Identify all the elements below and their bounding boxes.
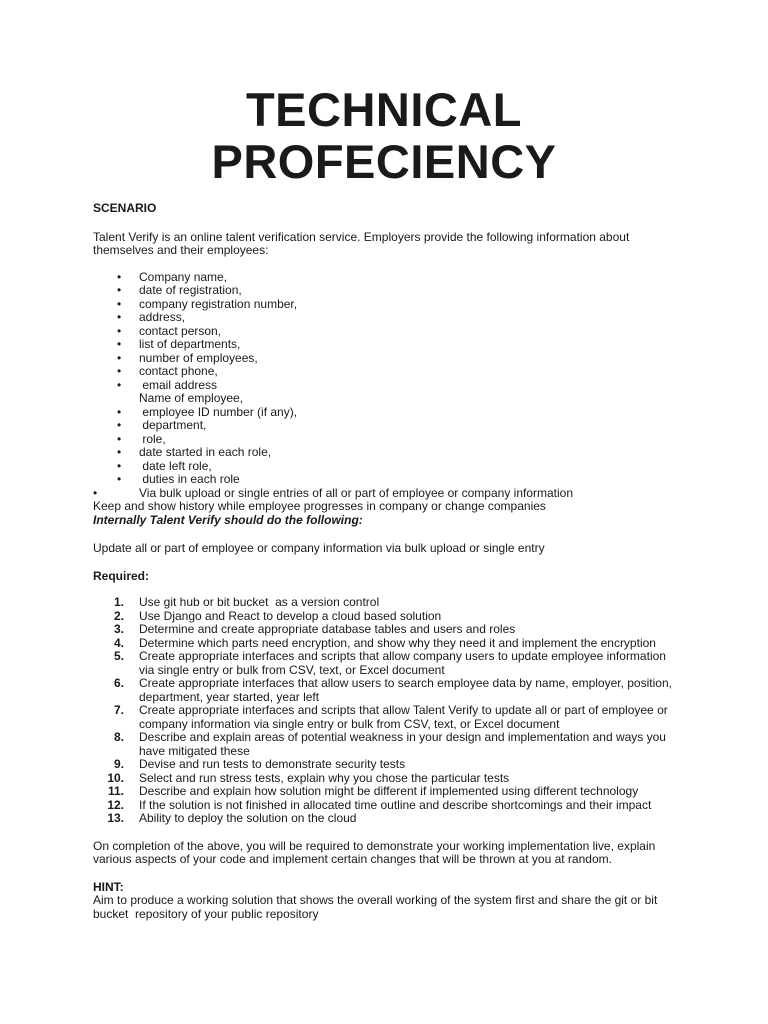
list-item: • email address <box>117 377 218 392</box>
list-item: 1. Use git hub or bit bucket as a version control <box>113 595 380 609</box>
bullet-icon: • <box>117 472 122 486</box>
required-list <box>93 596 683 826</box>
scenario-intro: Talent Verify is an online talent verification service. Employers provide the following information about themselves and their employees: <box>93 229 630 257</box>
history-line: Keep and show history while employee progresses in company or change companies <box>93 499 546 513</box>
list-item: 4. Determine which parts need encryption, and show why they need it and implement the encryption <box>113 635 656 650</box>
list-item: 5. Create appropriate interfaces and scripts that allow company users to update employee information via single entry or bulk from CSV, text, or Excel document <box>113 649 666 677</box>
list-item: 11. Describe and explain how solution might be different if implemented using different technology <box>107 784 639 798</box>
list-item: • address, <box>117 310 186 324</box>
bullet-icon: • <box>117 377 122 392</box>
list-item: Name of employee, <box>139 391 244 405</box>
list-item: • date started in each role, <box>117 445 272 459</box>
list-item: 6. Create appropriate interfaces that allow users to search employee data by name, employer, position, department, year started, year left <box>113 676 672 704</box>
list-item: • role, <box>117 431 166 446</box>
bullet-icon: • <box>117 283 122 297</box>
bullet-icon: • <box>117 350 122 365</box>
list-item: 10. Select and run stress tests, explain why you chose the particular tests <box>107 770 510 785</box>
bullet-icon: • <box>117 364 122 378</box>
internal-heading: Internally Talent Verify should do the following: <box>93 512 363 527</box>
bullet-icon: • <box>117 458 122 473</box>
list-item: • contact phone, <box>117 364 218 378</box>
list-item: • contact person, <box>117 323 222 338</box>
list-item: • Company name, <box>117 269 228 284</box>
list-item: 9. Devise and run tests to demonstrate security tests <box>113 757 406 771</box>
document-body <box>93 202 683 921</box>
bullet-icon: • <box>117 418 122 432</box>
bullet-icon: • <box>117 337 122 351</box>
scenario-heading: SCENARIO <box>93 201 157 215</box>
internal-text: Update all or part of employee or company information via bulk upload or single entry <box>93 541 545 555</box>
title-line-2: PROFECIENCY <box>211 135 557 188</box>
bullet-icon: • <box>93 485 98 500</box>
list-item: • company registration number, <box>117 296 298 311</box>
bullet-icon: • <box>117 310 122 324</box>
completion-paragraph: On completion of the above, you will be required to demonstrate your working implementation live, explain various aspects of your code and implement certain changes that will be thrown at you at random. <box>93 838 656 866</box>
list-item: • date of registration, <box>117 283 242 297</box>
list-item: 3. Determine and create appropriate database tables and users and roles <box>113 622 516 636</box>
bullet-icon: • <box>117 445 122 459</box>
bullet-icon: • <box>117 431 122 446</box>
bullet-icon: • <box>117 269 122 284</box>
title-line-1: TECHNICAL <box>245 83 523 136</box>
bullet-icon: • <box>117 323 122 338</box>
required-heading: Required: <box>93 568 150 583</box>
list-item: 12. If the solution is not finished in allocated time outline and describe shortcomings and their impact <box>107 797 652 812</box>
list-item: • department, <box>117 418 207 432</box>
hint-text: Aim to produce a working solution that shows the overall working of the system first and share the git or bit bucket repository of your public repository <box>93 893 661 921</box>
bullet-icon: • <box>117 404 122 419</box>
list-item: • date left role, <box>117 458 212 473</box>
list-item: • list of departments, <box>117 337 241 351</box>
list-item: 2. Use Django and React to develop a cloud based solution <box>113 608 442 623</box>
list-item: • employee ID number (if any), <box>117 404 298 419</box>
info-bullet-list <box>93 271 683 487</box>
list-item: • duties in each role <box>117 472 240 486</box>
list-item: • number of employees, <box>117 350 258 365</box>
list-item: 8. Describe and explain areas of potential weakness in your design and implementation and ways you have mitigated these <box>113 730 666 758</box>
list-item: 7. Create appropriate interfaces and scripts that allow Talent Verify to update all or part of employee or company information via single entry or bulk from CSV, text, or Excel document <box>113 703 668 731</box>
list-item: 13. Ability to deploy the solution on the cloud <box>107 811 357 825</box>
document-title <box>0 84 768 188</box>
hint-heading: HINT: <box>93 879 124 894</box>
bullet-icon: • <box>117 296 122 311</box>
bulk-upload-item: • Via bulk upload or single entries of all or part of employee or company information <box>93 485 574 500</box>
